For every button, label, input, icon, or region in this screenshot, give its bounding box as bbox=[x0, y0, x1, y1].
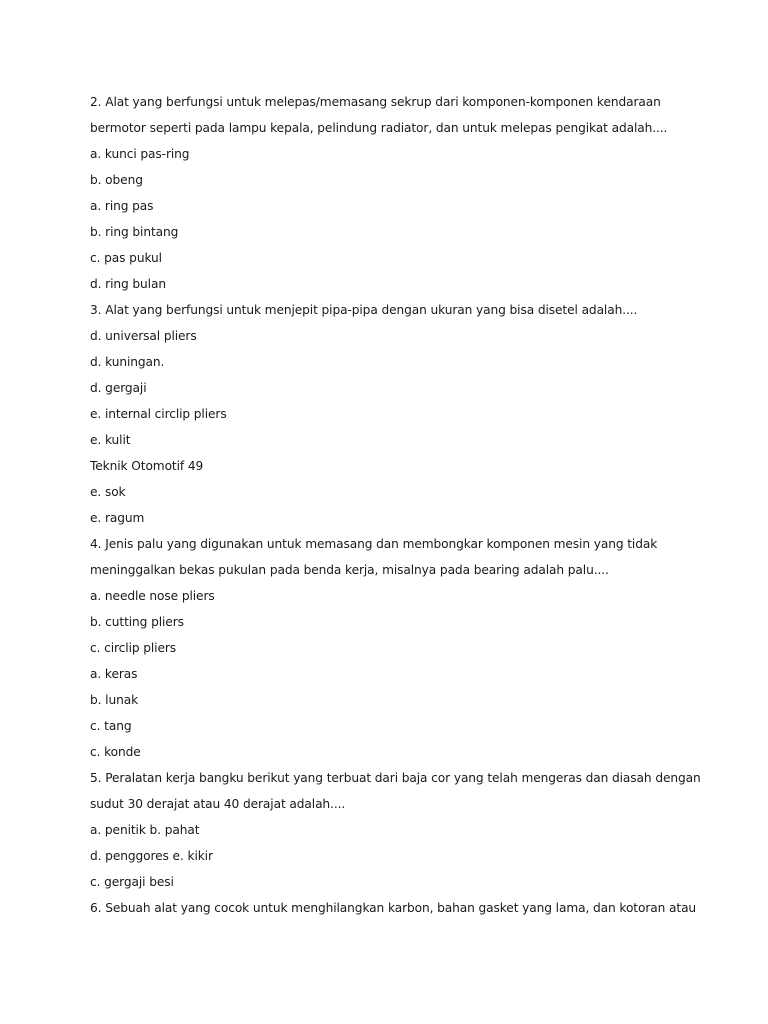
option-line: b. cutting pliers bbox=[90, 615, 184, 629]
question-2-line-1: 2. Alat yang berfungsi untuk melepas/memasang sekrup dari komponen-komponen kendaraan bbox=[90, 95, 661, 109]
option-line: e. internal circlip pliers bbox=[90, 407, 227, 421]
document-text bbox=[90, 89, 720, 921]
option-line: a. keras bbox=[90, 667, 138, 681]
option-line: d. kuningan. bbox=[90, 355, 165, 369]
option-line: c. pas pukul bbox=[90, 251, 162, 265]
option-line: b. obeng bbox=[90, 173, 143, 187]
question-3-line: 3. Alat yang berfungsi untuk menjepit pipa-pipa dengan ukuran yang bisa disetel adalah.... bbox=[90, 303, 638, 317]
option-line: e. sok bbox=[90, 485, 126, 499]
option-line: c. konde bbox=[90, 745, 141, 759]
question-6-line-1: 6. Sebuah alat yang cocok untuk menghilangkan karbon, bahan gasket yang lama, dan kotoran atau bbox=[90, 901, 697, 915]
option-line: a. ring pas bbox=[90, 199, 154, 213]
question-5-line-1: 5. Peralatan kerja bangku berikut yang terbuat dari baja cor yang telah mengeras dan diasah dengan bbox=[90, 771, 701, 785]
option-line: d. ring bulan bbox=[90, 277, 166, 291]
option-line: a. kunci pas-ring bbox=[90, 147, 190, 161]
option-line: b. lunak bbox=[90, 693, 139, 707]
question-5-line-2: sudut 30 derajat atau 40 derajat adalah.... bbox=[90, 797, 346, 811]
question-4-line-2: meninggalkan bekas pukulan pada benda kerja, misalnya pada bearing adalah palu.... bbox=[90, 563, 609, 577]
option-line: d. gergaji bbox=[90, 381, 147, 395]
option-line: c. tang bbox=[90, 719, 132, 733]
option-line: d. universal pliers bbox=[90, 329, 197, 343]
option-line: c. circlip pliers bbox=[90, 641, 177, 655]
page-footer-text: Teknik Otomotif 49 bbox=[90, 459, 204, 473]
option-line: d. penggores e. kikir bbox=[90, 849, 213, 863]
option-line: e. kulit bbox=[90, 433, 131, 447]
option-line: b. ring bintang bbox=[90, 225, 179, 239]
option-line: a. penitik b. pahat bbox=[90, 823, 200, 837]
option-line: e. ragum bbox=[90, 511, 145, 525]
question-4-line-1: 4. Jenis palu yang digunakan untuk memasang dan membongkar komponen mesin yang tidak bbox=[90, 537, 658, 551]
question-2-line-2: bermotor seperti pada lampu kepala, pelindung radiator, dan untuk melepas pengikat adalah.... bbox=[90, 121, 668, 135]
option-line: a. needle nose pliers bbox=[90, 589, 215, 603]
option-line: c. gergaji besi bbox=[90, 875, 174, 889]
